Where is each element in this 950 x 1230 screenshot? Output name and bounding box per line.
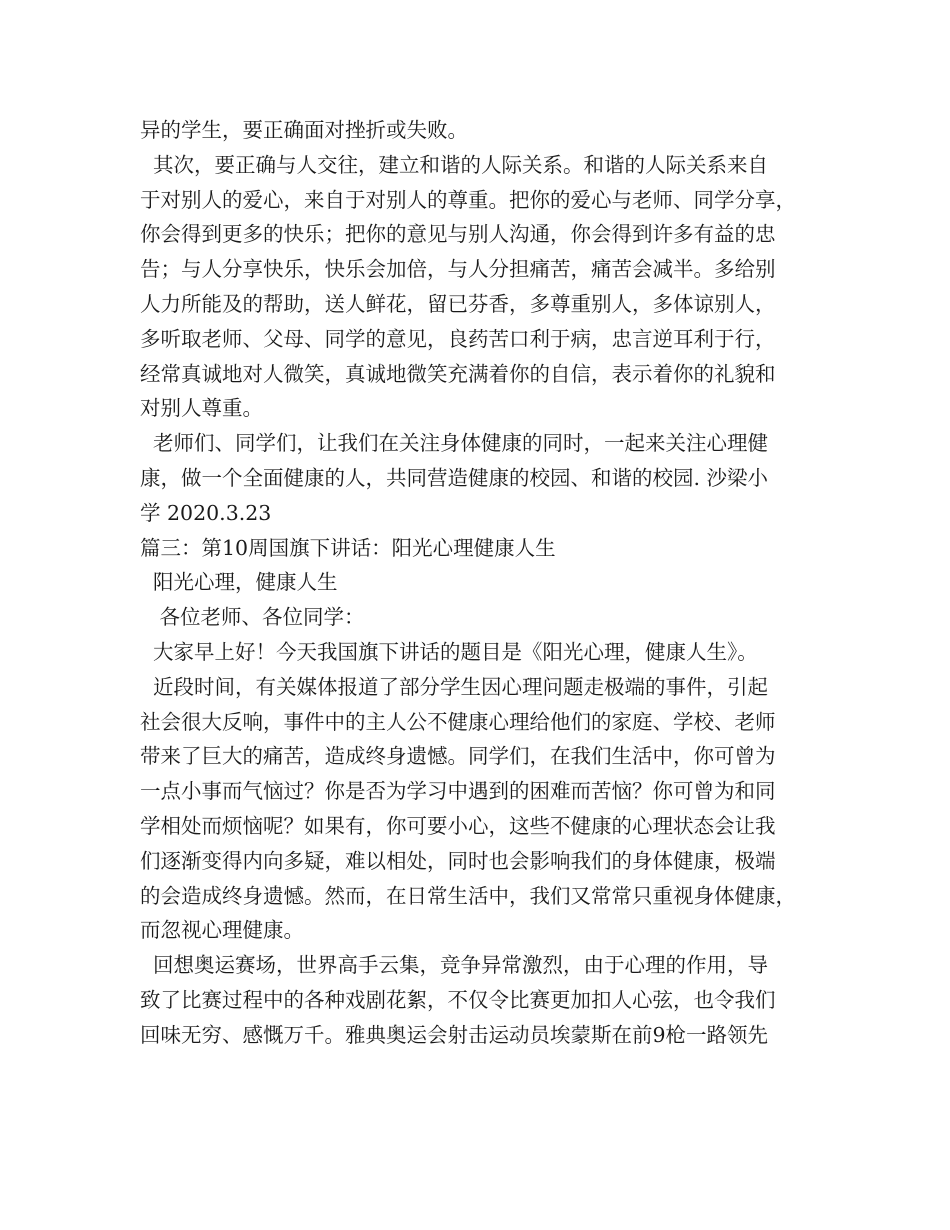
text-line: 致了比赛过程中的各种戏剧花絮，不仅令比赛更加扣人心弦，也令我们: [140, 987, 776, 1012]
text-line: 带来了巨大的痛苦，造成终身遗憾。同学们，在我们生活中，你可曾为: [140, 744, 776, 769]
text-line: 社会很大反响，事件中的主人公不健康心理给他们的家庭、学校、老师: [140, 709, 776, 734]
speech-title: 阳光心理，健康人生: [140, 570, 338, 595]
text-line: 们逐渐变得内向多疑，难以相处，同时也会影响我们的身体健康，极端: [140, 848, 776, 873]
text-line: 其次，要正确与人交往，建立和谐的人际关系。和谐的人际关系来自: [140, 152, 769, 177]
text-line: 老师们、同学们，让我们在关注身体健康的同时，一起来关注心理健: [140, 431, 769, 456]
text-line: 一点小事而气恼过？你是否为学习中遇到的困难而苦恼？你可曾为和同: [140, 779, 776, 804]
text-line: 多听取老师、父母、同学的意见，良药苦口利于病，忠言逆耳利于行，: [140, 326, 776, 351]
text-line: 近段时间，有关媒体报道了部分学生因心理问题走极端的事件，引起: [140, 674, 769, 699]
section-heading: 篇三：第10周国旗下讲话：阳光心理健康人生: [140, 535, 556, 560]
text-line: 于对别人的爱心，来自于对别人的尊重。把你的爱心与老师、同学分享，: [140, 187, 796, 212]
text-line: 大家早上好！今天我国旗下讲话的题目是《阳光心理，健康人生》。: [140, 639, 758, 664]
text-line: 学 2020.3.23: [140, 500, 272, 525]
text-line: 而忽视心理健康。: [140, 918, 304, 943]
text-line: 经常真诚地对人微笑，真诚地微笑充满着你的自信，表示着你的礼貌和: [140, 361, 776, 386]
text-line: 康，做一个全面健康的人，共同营造健康的校园、和谐的校园. 沙梁小: [140, 465, 769, 490]
text-line: 告；与人分享快乐，快乐会加倍，与人分担痛苦，痛苦会减半。多给别: [140, 257, 776, 282]
text-line: 你会得到更多的快乐；把你的意见与别人沟通，你会得到许多有益的忠: [140, 222, 776, 247]
text-line: 回想奥运赛场，世界高手云集，竞争异常激烈，由于心理的作用，导: [140, 953, 769, 978]
text-line: 学相处而烦恼呢？如果有，你可要小心，这些不健康的心理状态会让我: [140, 813, 776, 838]
salutation: 各位老师、各位同学：: [140, 605, 365, 630]
text-line: 人力所能及的帮助，送人鲜花，留已芬香，多尊重别人，多体谅别人，: [140, 291, 776, 316]
text-line: 的会造成终身遗憾。然而，在日常生活中，我们又常常只重视身体健康，: [140, 883, 796, 908]
text-line: 回味无穷、感慨万千。雅典奥运会射击运动员埃蒙斯在前9枪一路领先: [140, 1022, 769, 1047]
document-body: [140, 113, 840, 1053]
text-line: 异的学生，要正确面对挫折或失败。: [140, 118, 468, 142]
text-line: 对别人尊重。: [140, 396, 263, 421]
